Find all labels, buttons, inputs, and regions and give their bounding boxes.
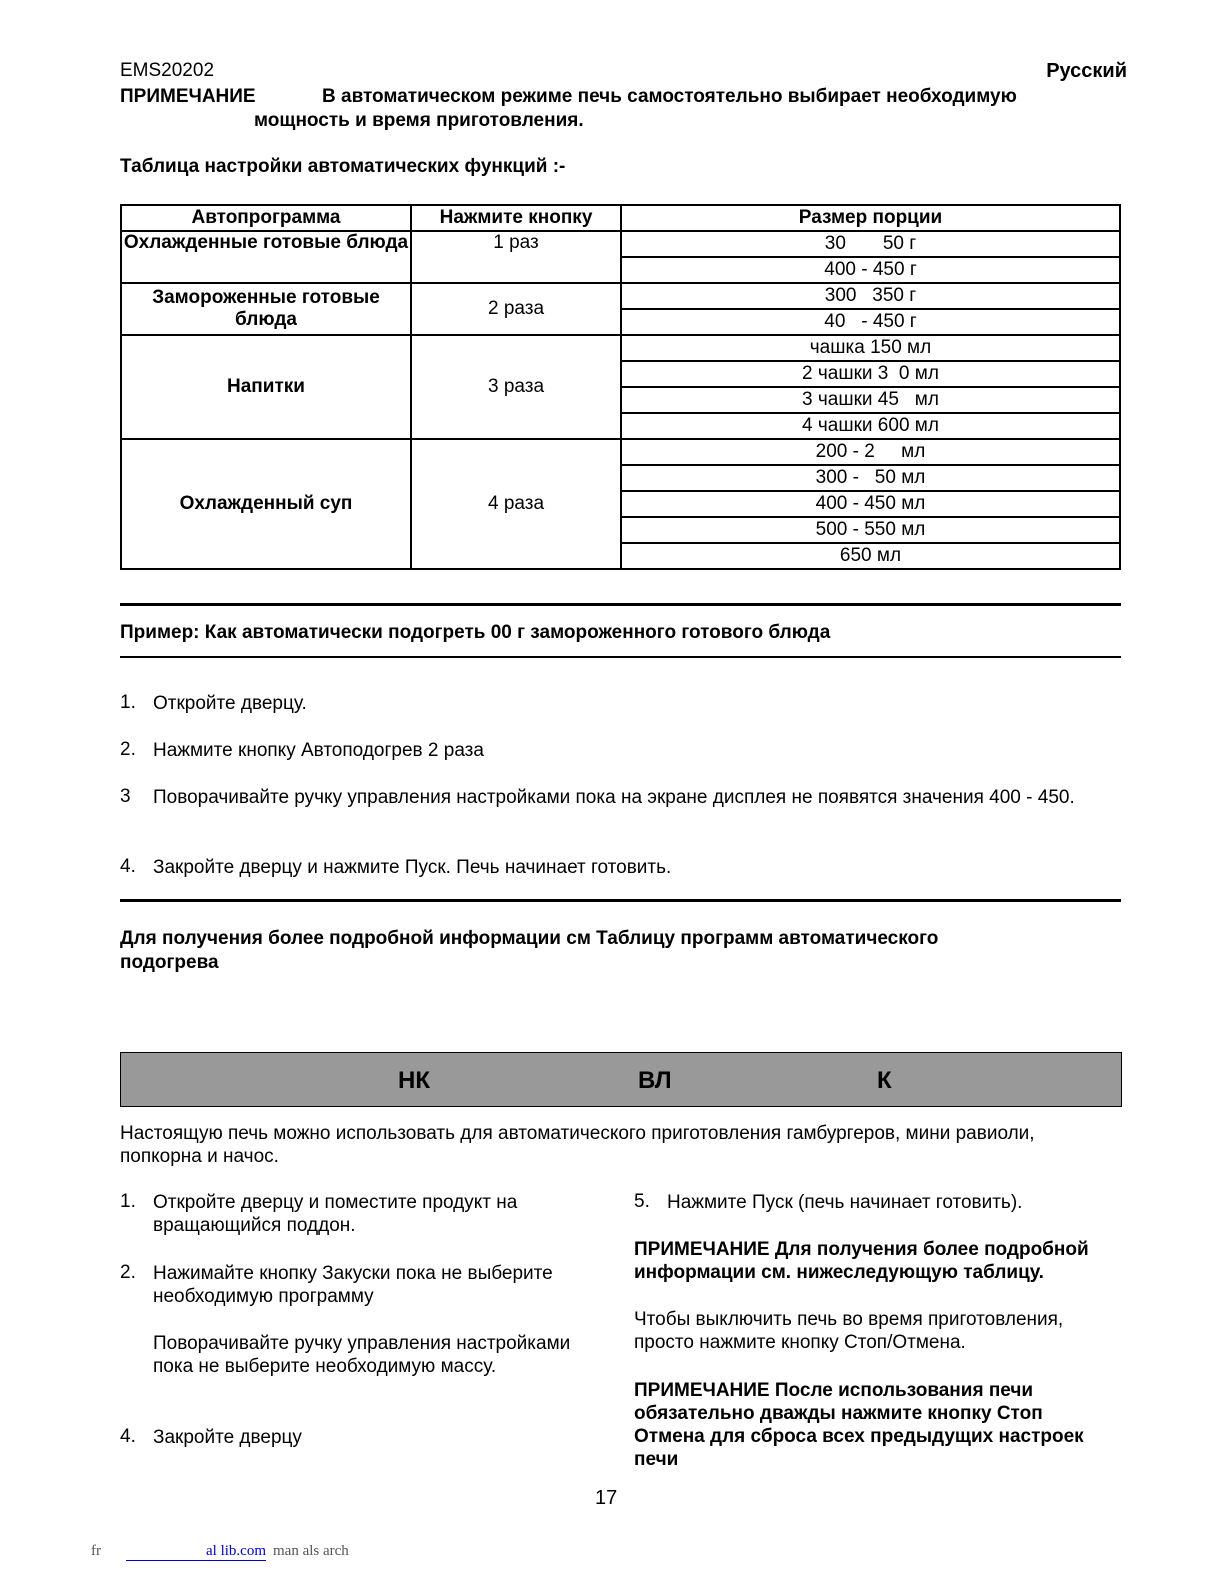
portion-size-cell: 3 чашки 45 мл	[621, 387, 1120, 413]
table-title: Таблица настройки автоматических функций :-	[120, 156, 566, 177]
column-header: Автопрограмма	[121, 205, 411, 231]
footer-text: man als arch	[273, 1543, 349, 1559]
note-text: Чтобы выключить печь во время приготовления, просто нажмите кнопку Стоп/Отмена.	[634, 1309, 1064, 1353]
column-header: Размер порции	[621, 205, 1120, 231]
press-count-cell: 1 раз	[411, 231, 621, 283]
step-text: Откройте дверцу и поместите продукт на вращающийся поддон.	[153, 1192, 518, 1236]
column-header: Нажмите кнопку	[411, 205, 621, 231]
page-number: 17	[595, 1487, 618, 1509]
footer-text: fr	[91, 1543, 101, 1559]
press-count-cell: 4 раза	[411, 439, 621, 569]
program-cell: Напитки	[121, 335, 411, 439]
step-text: Закройте дверцу и нажмите Пуск. Печь начинает готовить.	[153, 857, 672, 878]
table-row	[121, 335, 1120, 361]
note-line-1: В автоматическом режиме печь самостоятельно выбирает необходимую	[322, 86, 1017, 107]
step-number: 2.	[120, 739, 136, 760]
step-text: Поворачивайте ручку управления настройками пока на экране дисплея не появятся значения 400 - 450.	[153, 787, 1075, 808]
press-count-cell: 2 раза	[411, 283, 621, 335]
divider	[120, 656, 1121, 658]
more-info-note: Для получения более подробной информации см Таблицу программ автоматического подогрева	[120, 928, 939, 973]
table-row	[121, 439, 1120, 465]
portion-size-cell: 500 - 550 мл	[621, 517, 1120, 543]
step-text: Откройте дверцу.	[153, 693, 307, 714]
intro-text: Настоящую печь можно использовать для автоматического приготовления гамбургеров, мини равиоли, попкорна и начос.	[120, 1123, 1035, 1167]
portion-size-cell: 4 чашки 600 мл	[621, 413, 1120, 439]
portion-size-cell: 300 350 г	[621, 283, 1120, 309]
portion-size-cell: 2 чашки 3 0 мл	[621, 361, 1120, 387]
table-row	[121, 283, 1120, 309]
press-count-cell: 3 раза	[411, 335, 621, 439]
banner-text: ВЛ	[638, 1067, 672, 1094]
auto-functions-table	[120, 204, 1121, 570]
program-cell: Замороженные готовые блюда	[121, 283, 411, 335]
step-text: Поворачивайте ручку управления настройками пока не выберите необходимую массу.	[153, 1333, 571, 1377]
portion-size-cell: 650 мл	[621, 543, 1120, 569]
banner-text: К	[877, 1067, 892, 1094]
step-number: 4.	[120, 856, 136, 877]
divider	[120, 603, 1121, 606]
banner-text: НК	[398, 1067, 430, 1094]
step-number: 5.	[634, 1191, 650, 1212]
step-text: Нажимайте кнопку Закуски пока не выберите необходимую программу	[153, 1263, 553, 1307]
program-cell: Охлажденные готовые блюда	[121, 231, 411, 283]
note-label: ПРИМЕЧАНИЕ	[120, 86, 256, 107]
step-text: Нажмите Пуск (печь начинает готовить).	[667, 1192, 1023, 1213]
step-number: 2.	[120, 1262, 136, 1283]
step-text: Нажмите кнопку Автоподогрев 2 раза	[153, 740, 484, 761]
step-number: 1.	[120, 692, 136, 713]
table-row	[121, 231, 1120, 257]
portion-size-cell: 200 - 2 мл	[621, 439, 1120, 465]
program-cell: Охлажденный суп	[121, 439, 411, 569]
example-title: Пример: Как автоматически подогреть 00 г замороженного готового блюда	[120, 622, 831, 643]
note-line-2: мощность и время приготовления.	[254, 110, 584, 131]
step-number: 4.	[120, 1426, 136, 1447]
portion-size-cell: 400 - 450 г	[621, 257, 1120, 283]
portion-size-cell: чашка 150 мл	[621, 335, 1120, 361]
step-number: 1.	[120, 1191, 136, 1212]
portion-size-cell: 300 - 50 мл	[621, 465, 1120, 491]
portion-size-cell: 400 - 450 мл	[621, 491, 1120, 517]
portion-size-cell: 30 50 г	[621, 231, 1120, 257]
divider	[120, 899, 1121, 902]
footer-link[interactable]: al lib.com	[126, 1543, 266, 1561]
portion-size-cell: 40 - 450 г	[621, 309, 1120, 335]
step-text: Закройте дверцу	[153, 1427, 302, 1448]
model-number: EMS20202	[120, 60, 215, 81]
note-bold: ПРИМЕЧАНИЕ Для получения более подробной информации см. нижеследующую таблицу.	[634, 1239, 1089, 1283]
section-banner	[120, 1052, 1122, 1107]
note-bold: ПРИМЕЧАНИЕ После использования печи обязательно дважды нажмите кнопку Стоп Отмена для сброса всех предыдущих настроек печи	[634, 1380, 1084, 1470]
language-label: Русский	[1046, 60, 1127, 82]
step-number: 3	[120, 786, 131, 807]
